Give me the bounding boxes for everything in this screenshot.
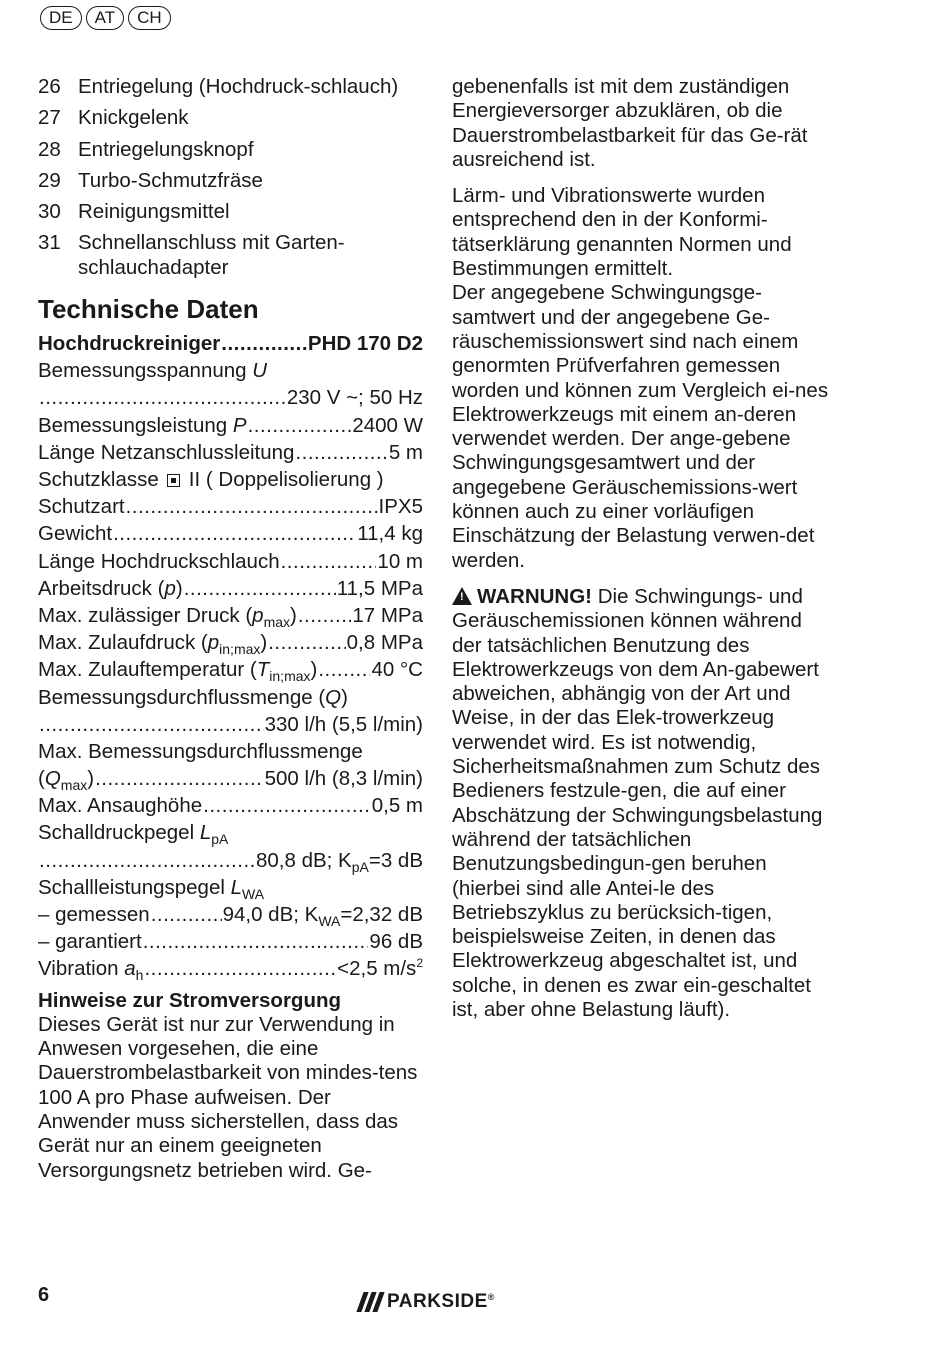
part-number: 29 (38, 168, 61, 192)
spec-label: – garantiert (38, 930, 142, 954)
leader-dots (295, 439, 387, 466)
spec-subscript: pA (211, 831, 229, 848)
brand-text: PARKSIDE (387, 1291, 488, 1312)
spec-label: Bemessungsleistung (38, 413, 228, 437)
spec-power (38, 412, 423, 439)
spec-value: 11,4 kg (357, 522, 423, 546)
spec-value (223, 901, 423, 930)
spec-subscript: in;max (219, 641, 261, 658)
leader-dots (203, 792, 371, 819)
spec-value: 10 m (377, 549, 423, 573)
warning-paragraph (452, 585, 832, 1022)
spec-inlet-pressure (38, 629, 423, 656)
parts-list-item (38, 231, 423, 280)
spec-value-part: 80,8 dB; K (255, 848, 352, 872)
spec-label: Arbeitsdruck ( (38, 576, 165, 600)
spec-label: Vibration (38, 957, 119, 981)
registered-mark: ® (487, 1292, 495, 1302)
warning-triangle-icon (452, 587, 472, 605)
spec-flow-value (38, 711, 423, 738)
spec-value: 330 l/h (5,5 l/min) (264, 712, 423, 736)
spec-symbol: P (232, 413, 247, 437)
spec-subscript: WA (242, 885, 265, 902)
spec-paren: ) (310, 658, 318, 682)
parts-list-item (38, 106, 423, 130)
spec-label: Schalldruckpegel (38, 821, 195, 845)
leader-dots (39, 384, 286, 411)
spec-voltage-label (38, 357, 423, 384)
spec-label: Max. zulässiger Druck ( (38, 603, 253, 627)
spec-subscript: WA (318, 913, 341, 930)
spec-label: Bemessungsspannung (38, 359, 247, 383)
spec-max-flow-value (38, 765, 423, 792)
spec-value: 40 °C (371, 658, 423, 682)
brand-stripes-icon (360, 1292, 381, 1312)
parts-list-item (38, 169, 423, 193)
country-badge-ch: CH (128, 6, 171, 30)
spec-label: Schutzart (38, 495, 125, 519)
spec-label: Gewicht (38, 522, 113, 546)
warning-text: Die Schwingungs- und Geräuschemissionen können während der tatsächlichen Benutzung des Elektrowerkzeugs von dem An-gabewert abweichen, abhängig von der Art und Weise, in der das Elek-trowerkzeug verwendet wird. Es ist notwendig, Sicherheitsmaßnahmen zum Schutz des Bedieners festzule-gen, die auf einer Abschätzung der Schwingungsbelastung während der tatsächlichen Benutzungsbedingun-gen beruhen (hierbei sind alle Antei-le des Betriebszyklus zu berücksich-tigen, beispielsweise Zeiten, in denen das Elektrowerkzeug abgeschaltet ist, und solche, in denen es zwar ein-geschaltet ist, aber ohne Belastung läuft). (452, 584, 823, 1021)
part-name: Schnellanschluss mit Garten-schlauchadapter (78, 231, 345, 279)
spec-subscript: in;max (269, 668, 311, 685)
spec-value: 230 V ~; 50 Hz (286, 386, 423, 410)
spec-symbol: p (164, 576, 176, 600)
left-column (38, 75, 423, 1183)
spec-sound-pressure-value (38, 847, 423, 874)
spec-value (256, 847, 423, 876)
leader-dots (248, 412, 352, 439)
power-supply-heading: Hinweise zur Stromversorgung (38, 988, 342, 1012)
spec-paren: ) (175, 576, 183, 600)
spec-subscript: pA (351, 858, 369, 875)
spec-value: IPX5 (378, 495, 423, 519)
country-badges (40, 6, 171, 30)
spec-value: 2400 W (352, 413, 423, 437)
spec-symbol: U (252, 359, 268, 383)
spec-value: 0,8 MPa (346, 631, 423, 655)
spec-value-part: =2,32 dB (340, 903, 423, 927)
spec-value (337, 955, 423, 985)
spec-cable-length (38, 439, 423, 466)
spec-label: Bemessungsdurchflussmenge ( (38, 685, 326, 709)
spec-symbol: T (256, 658, 270, 682)
spec-work-pressure (38, 575, 423, 602)
spec-subscript: max (60, 777, 88, 794)
spec-paren: ) (87, 767, 95, 791)
right-column (452, 75, 832, 1022)
part-number: 31 (38, 231, 61, 255)
spec-label: Max. Zulauftemperatur ( (38, 658, 257, 682)
spec-max-pressure (38, 602, 423, 629)
leader-dots (95, 765, 264, 792)
spec-label: Max. Bemessungsdurchflussmenge (38, 739, 363, 763)
part-number: 27 (38, 106, 61, 130)
paragraph-vibration-values: Der angegebene Schwingungsge-samtwert und der angegebene Ge-räuschemissionswert sind nach einem genormten Prüfverfahren gemessen worden und können zum Vergleich ei-nes Elektrowerkzeugs mit einem an-deren verwendet werden. Der ange-gebene Schwingungsgesamtwert und der angegebene Geräuschemissions-wert können auch zu einer vorläufigen Einschätzung der Belastung verwen-det werden. (452, 281, 829, 572)
part-name: Entriegelungsknopf (78, 137, 254, 161)
power-supply-text: Dieses Gerät ist nur zur Verwendung in Anwesen vorgesehen, die eine Dauerstrombelastbarkeit von mindes-tens 100 A pro Phase aufweisen. Der Anwender muss sicherstellen, dass das Gerät nur an einem geeigneten Versorgungsnetz betrieben wird. Ge- (38, 1012, 418, 1182)
spec-paren: ( (38, 767, 45, 791)
spec-symbol: p (252, 603, 264, 627)
country-badge-de: DE (40, 6, 82, 30)
spec-subscript: max (263, 613, 291, 630)
leader-dots (151, 901, 222, 928)
country-badge-at: AT (86, 6, 124, 30)
spec-label: Länge Hochdruckschlauch (38, 549, 280, 573)
spec-sound-power-measured (38, 901, 423, 928)
spec-symbol: L (199, 821, 212, 845)
leader-dots (318, 656, 370, 683)
spec-paren: ) (260, 631, 268, 655)
spec-value: 5 m (388, 440, 423, 464)
spec-list (38, 330, 423, 983)
spec-sound-pressure-label (38, 819, 423, 846)
spec-superscript: 2 (416, 956, 423, 971)
spec-max-flow-label (38, 738, 423, 765)
spec-vibration (38, 955, 423, 982)
spec-value: 0,5 m (371, 794, 423, 818)
spec-voltage-value (38, 384, 423, 411)
spec-value-part: 94,0 dB; K (222, 903, 319, 927)
spec-value-part: =3 dB (368, 848, 423, 872)
leader-dots (144, 955, 336, 982)
spec-value: PHD 170 D2 (307, 332, 423, 356)
parts-list-item (38, 75, 423, 99)
part-number: 26 (38, 75, 61, 98)
spec-sound-power-guaranteed (38, 928, 423, 955)
part-number: 30 (38, 200, 61, 224)
leader-dots (113, 520, 356, 547)
leader-dots (39, 711, 264, 738)
spec-subscript: h (135, 967, 144, 984)
spec-value: 96 dB (369, 930, 423, 954)
spec-product (38, 330, 423, 357)
leader-dots (281, 548, 377, 575)
spec-label: Hochdruckreiniger (38, 332, 221, 356)
spec-paren: ) (341, 685, 348, 709)
spec-symbol: p (207, 631, 220, 655)
double-insulation-icon (167, 474, 180, 487)
spec-value: 17 MPa (352, 603, 423, 627)
spec-value: 11,5 MPa (336, 576, 423, 600)
spec-label: Schallleistungspegel (38, 875, 225, 899)
spec-value: 500 l/h (8,3 l/min) (264, 767, 423, 791)
spec-symbol: Q (325, 685, 342, 709)
leader-dots (221, 330, 307, 357)
spec-label: Länge Netzanschlussleitung (38, 440, 295, 464)
spec-weight (38, 520, 423, 547)
parts-list (38, 75, 423, 280)
part-name: Knickgelenk (78, 106, 189, 130)
tech-data-heading: Technische Daten (38, 294, 259, 325)
spec-suction-height (38, 792, 423, 819)
part-number: 28 (38, 137, 61, 161)
spec-symbol: Q (44, 767, 61, 791)
leader-dots (298, 602, 351, 629)
leader-dots (126, 493, 378, 520)
brand-logo (360, 1291, 495, 1313)
spec-label: – gemessen (38, 903, 150, 927)
spec-symbol: a (124, 957, 136, 981)
spec-label: Max. Zulaufdruck ( (38, 631, 208, 655)
spec-hose-length (38, 548, 423, 575)
spec-sound-power-label (38, 874, 423, 901)
spec-value: II ( Doppelisolierung ) (188, 468, 384, 492)
paragraph-continued: gebenenfalls ist mit dem zuständigen Energieversorger abzuklären, ob die Dauerstrombelastbarkeit für das Ge-rät ausreichend ist. (452, 75, 808, 171)
warning-label: WARNUNG! (477, 584, 593, 608)
parts-list-item (38, 138, 423, 162)
spec-symbol: L (230, 875, 243, 899)
spec-flow-label (38, 684, 423, 711)
spec-label: Max. Ansaughöhe (38, 794, 203, 818)
leader-dots (184, 575, 336, 602)
spec-value-part: <2,5 m/s (337, 957, 417, 981)
paragraph-noise-values: Lärm- und Vibrationswerte wurden entsprechend den in der Konformi-tätserklärung genannten Normen und Bestimmungen ermittelt. (452, 184, 792, 281)
spec-paren: ) (290, 603, 297, 627)
part-name: Turbo-Schmutzfräse (78, 168, 263, 192)
leader-dots (39, 847, 255, 874)
spec-label: Schutzklasse (38, 468, 159, 492)
spec-ip-rating (38, 493, 423, 520)
spec-protection-class (38, 466, 423, 493)
part-name: Entriegelung (Hochdruck-schlauch) (78, 75, 399, 98)
part-name: Reinigungsmittel (78, 200, 230, 224)
page-number: 6 (38, 1284, 50, 1306)
brand-name (387, 1291, 495, 1313)
leader-dots (143, 928, 369, 955)
parts-list-item (38, 200, 423, 224)
